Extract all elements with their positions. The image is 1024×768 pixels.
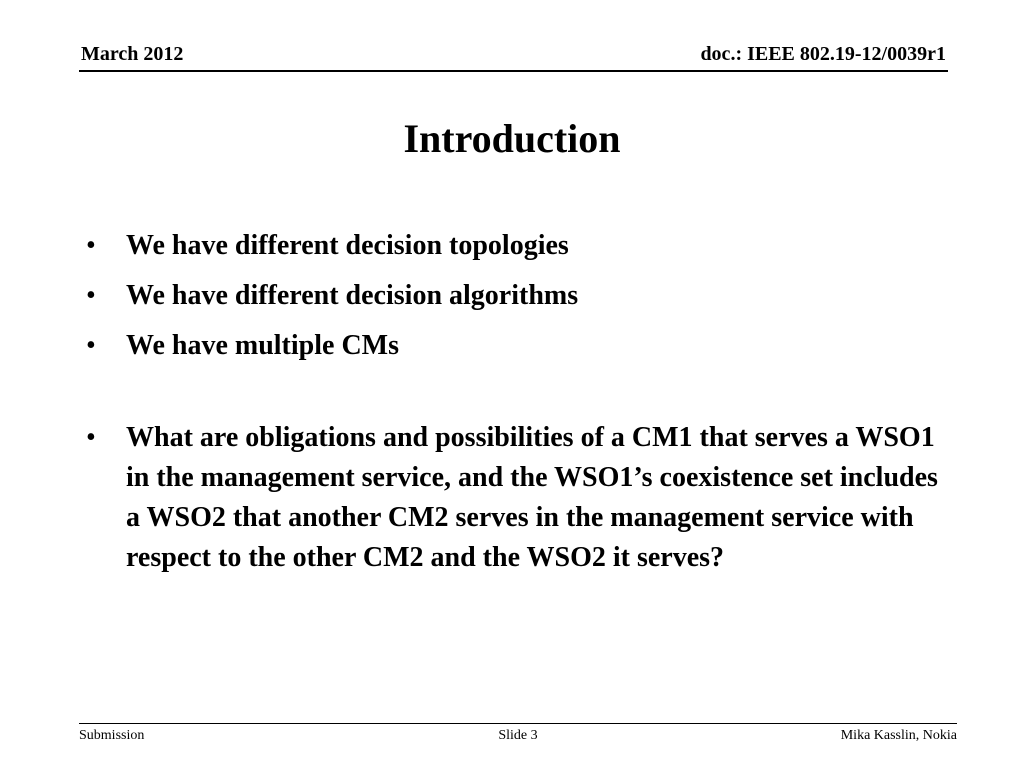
header-date: March 2012 (81, 43, 184, 65)
bullet-text: We have multiple CMs (126, 330, 399, 361)
bullet-symbol: • (86, 330, 96, 361)
bullet-text: We have different decision algorithms (126, 280, 579, 311)
header-document-id: doc.: IEEE 802.19-12/0039r1 (700, 43, 946, 65)
bullet-text: We have different decision topologies (126, 230, 569, 261)
bullet-list (80, 226, 940, 588)
footer-slide-number: Slide 3 (498, 728, 538, 743)
bullet-item (80, 226, 940, 266)
bullet-item (80, 276, 940, 316)
slide-footer (79, 723, 957, 752)
bullet-symbol: • (86, 280, 96, 311)
footer-author: Mika Kasslin, Nokia (840, 728, 957, 743)
bullet-symbol: • (86, 422, 96, 453)
bullet-item (80, 326, 940, 366)
footer-submission-label: Submission (79, 728, 145, 743)
bullet-item (80, 418, 940, 578)
bullet-text: What are obligations and possibilities of a CM1 that serves a WSO1 in the management service, and the WSO1’s coexistence set includes a WSO2 that another CM2 serves in the management service with respect to the other CM2 and the WSO2 it serves? (126, 422, 938, 573)
bullet-symbol: • (86, 230, 96, 261)
slide-header (79, 40, 948, 72)
slide-title: Introduction (403, 116, 621, 161)
